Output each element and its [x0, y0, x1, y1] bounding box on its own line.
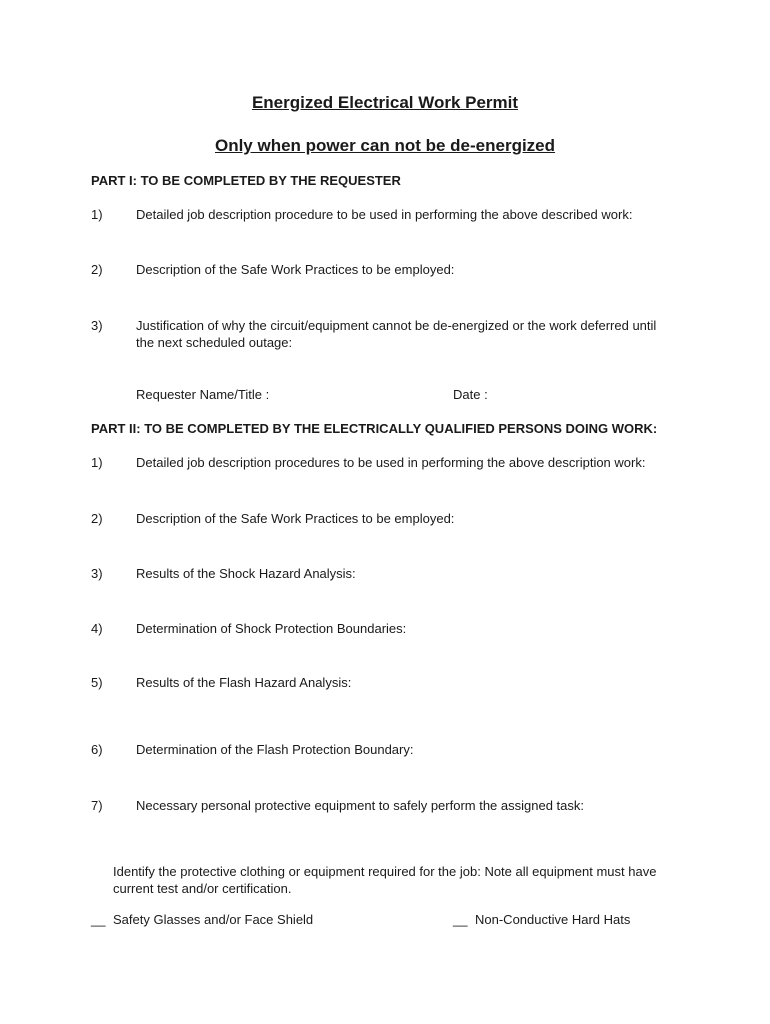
part1-heading: PART I: TO BE COMPLETED BY THE REQUESTER: [91, 173, 401, 188]
part2-item-1-text: Detailed job description procedures to be used in performing the above description work:: [136, 455, 646, 470]
part1-item-2-number: 2): [91, 262, 103, 277]
part1-item-1-number: 1): [91, 207, 103, 222]
part2-item-6-number: 6): [91, 742, 103, 757]
part2-item-2-text: Description of the Safe Work Practices to be employed:: [136, 511, 455, 526]
part2-item-4-number: 4): [91, 621, 103, 636]
part2-item-1-number: 1): [91, 455, 103, 470]
part2-item-2-number: 2): [91, 511, 103, 526]
requester-name-label: Requester Name/Title :: [136, 387, 270, 402]
part1-item-3-text: Justification of why the circuit/equipment cannot be de-energized or the work deferred until the next scheduled outage:: [136, 318, 657, 350]
part2-item-3-text: Results of the Shock Hazard Analysis:: [136, 566, 356, 581]
part2-heading: PART II: TO BE COMPLETED BY THE ELECTRICALLY QUALIFIED PERSONS DOING WORK:: [91, 421, 658, 436]
part1-item-1-text: Detailed job description procedure to be used in performing the above described work:: [136, 207, 633, 222]
part1-item-2-text: Description of the Safe Work Practices to be employed:: [136, 262, 455, 277]
date-label: Date :: [453, 387, 488, 402]
identify-equipment-text: Identify the protective clothing or equipment required for the job: Note all equipment must have current test and/or certification.: [113, 864, 657, 896]
part2-item-3-number: 3): [91, 566, 103, 581]
checkbox-blank-safety-glasses[interactable]: __: [91, 912, 106, 927]
part2-item-7-text: Necessary personal protective equipment to safely perform the assigned task:: [136, 798, 585, 813]
part2-item-5-number: 5): [91, 675, 103, 690]
page-subtitle: Only when power can not be de-energized: [214, 136, 556, 155]
page-title: Energized Electrical Work Permit: [251, 93, 519, 112]
part2-item-7-number: 7): [91, 798, 103, 813]
part1-item-3-number: 3): [91, 318, 103, 333]
part2-item-4-text: Determination of Shock Protection Boundaries:: [136, 621, 407, 636]
hard-hats-label: Non-Conductive Hard Hats: [475, 912, 631, 927]
part2-item-5-text: Results of the Flash Hazard Analysis:: [136, 675, 352, 690]
checkbox-blank-hard-hats[interactable]: __: [453, 912, 468, 927]
part2-item-6-text: Determination of the Flash Protection Boundary:: [136, 742, 414, 757]
safety-glasses-label: Safety Glasses and/or Face Shield: [113, 912, 314, 927]
